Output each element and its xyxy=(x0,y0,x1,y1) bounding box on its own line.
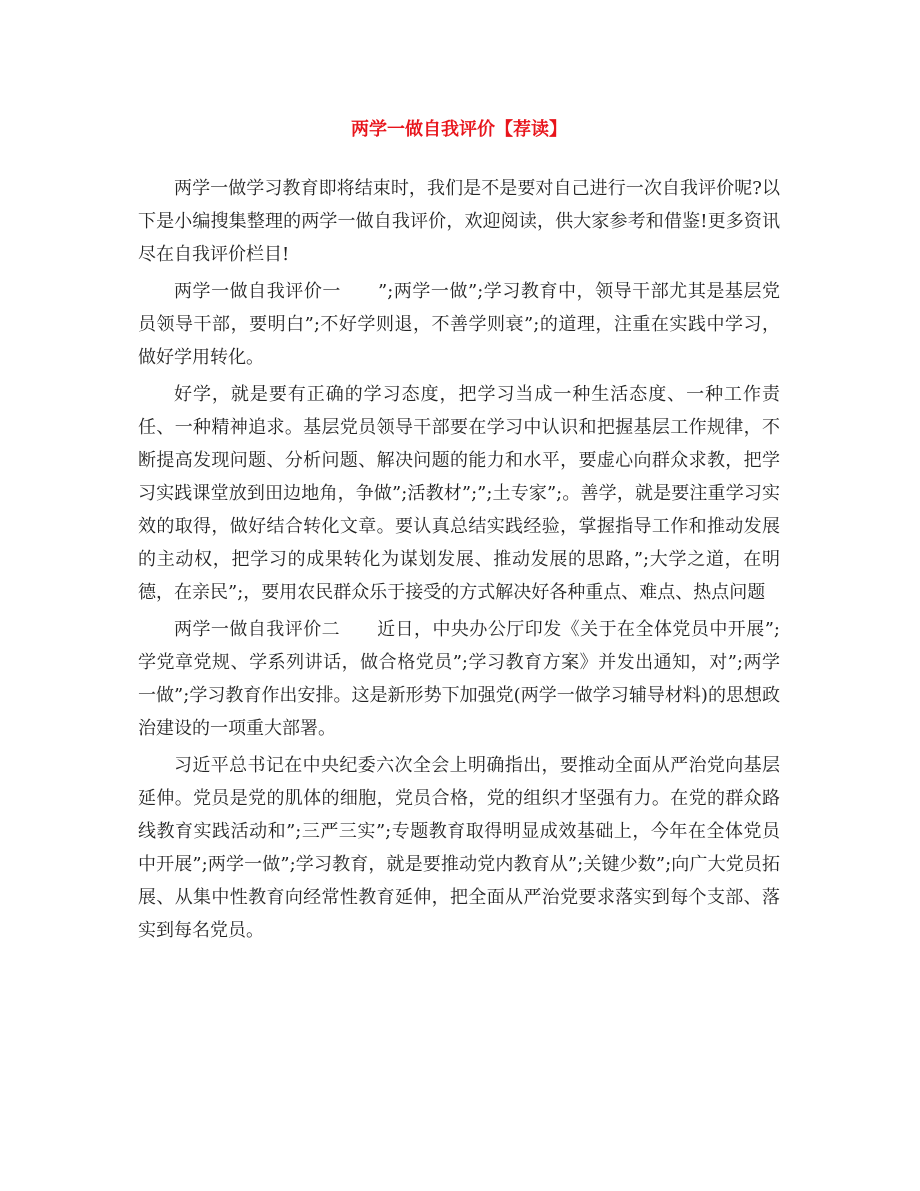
paragraph-evaluation-two: 两学一做自我评价二 近日，中央办公厅印发《关于在全体党员中开展”;学党章党规、学系列讲话，做合格党员”;学习教育方案》并发出通知，对”;两学一做”;学习教育作出安排。这是新形势下加强党(两学一做学习辅导材料)的思想政治建设的一项重大部署。 xyxy=(138,619,780,739)
paragraph-evaluation-one: 两学一做自我评价一 ”;两学一做”;学习教育中，领导干部尤其是基层党员领导干部，要明白”;不好学则退，不善学则衰”;的道理，注重在实践中学习，做好学用转化。 xyxy=(138,281,780,368)
paragraph-xi-speech: 习近平总书记在中央纪委六次全会上明确指出，要推动全面从严治党向基层延伸。党员是党的肌体的细胞，党员合格，党的组织才坚强有力。在党的群众路线教育实践活动和”;三严三实”;专题教育取得明显成效基础上，今年在全体党员中开展”;两学一做”;学习教育，就是要推动党内教育从”;关键少数”;向广大党员拓展、从集中性教育向经常性教育延伸，把全面从严治党要求落实到每个支部、落实到每名党员。 xyxy=(138,755,780,941)
document-title: 两学一做自我评价【荐读】 xyxy=(351,119,567,140)
paragraph-good-learning: 好学，就是要有正确的学习态度，把学习当成一种生活态度、一种工作责任、一种精神追求。基层党员领导干部要在学习中认识和把握基层工作规律，不断提高发现问题、分析问题、解决问题的能力和水平，要虚心向群众求教，把学习实践课堂放到田边地角，争做”;活教材”;”;土专家”;。善学，就是要注重学习实效的取得，做好结合转化文章。要认真总结实践经验，掌握指导工作和推动发展的主动权，把学习的成果转化为谋划发展、推动发展的思路，”;大学之道，在明德，在亲民”;，要用农民群众乐于接受的方式解决好各种重点、难点、热点问题 xyxy=(138,384,780,603)
paragraph-intro: 两学一做学习教育即将结束时，我们是不是要对自己进行一次自我评价呢?以下是小编搜集整理的两学一做自我评价，欢迎阅读，供大家参考和借鉴!更多资讯尽在自我评价栏目! xyxy=(138,178,780,265)
